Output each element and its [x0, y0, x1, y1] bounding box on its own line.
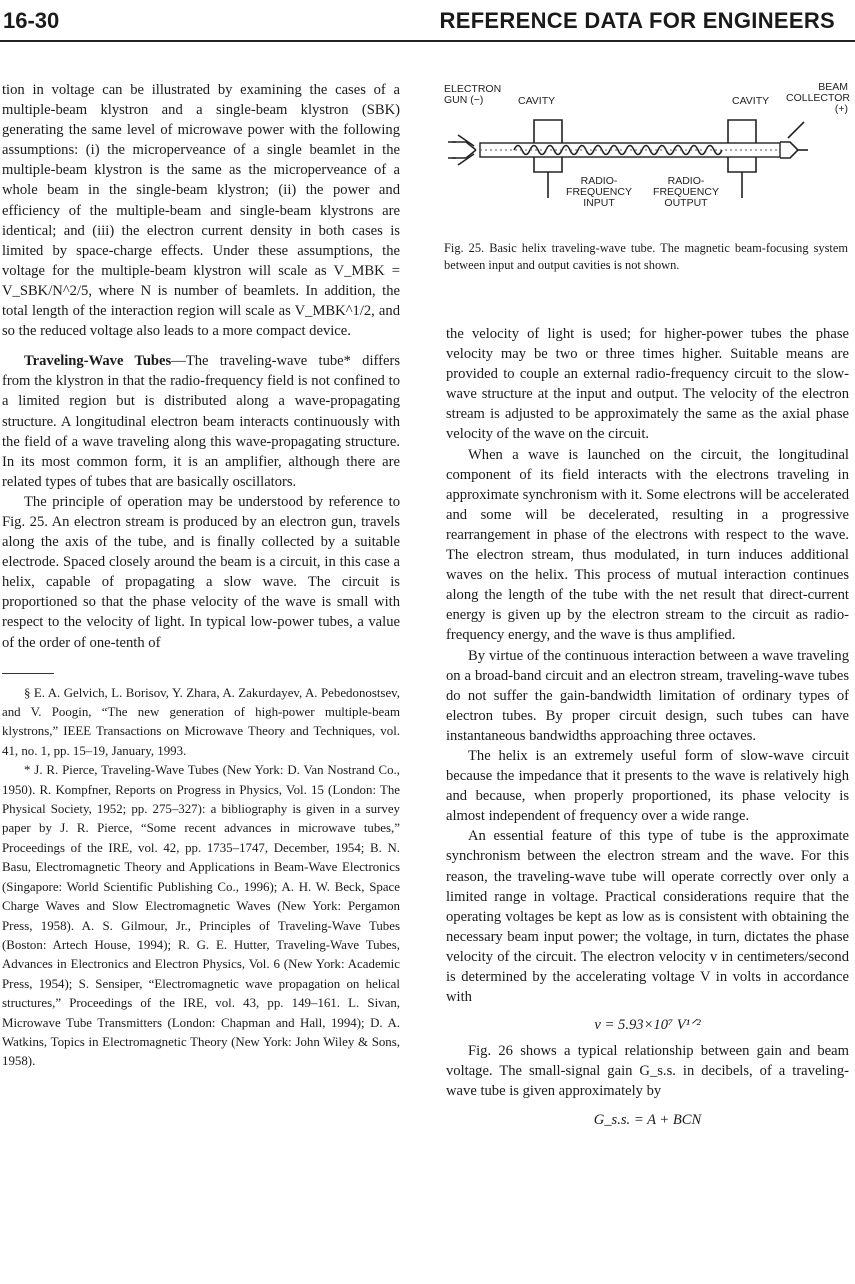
rf-output-label: RADIO-FREQUENCY OUTPUT: [653, 175, 719, 209]
body-paragraph: The principle of operation may be understood by reference to Fig. 25. An electron stream is produced by an electron gun, travels along the axis of the tube, and is finally collected by a suitable electrode. Spaced closely around the beam is a circuit, in this case a helix, capable of propagating a slow wave. The circuit is proportioned so that the phase velocity of the wave is small with respect to the velocity of light. In typical low-power tubes, a value of the order of one-tenth of: [2, 493, 400, 651]
output-cavity-label: CAVITY: [732, 95, 770, 107]
page-header: [0, 4, 855, 42]
figure-caption: Fig. 25. Basic helix traveling-wave tube. The magnetic beam-focusing system between input and output cavities is not shown.: [444, 241, 848, 272]
footnote-rule: [2, 673, 54, 674]
footnote: § E. A. Gelvich, L. Borisov, Y. Zhara, A. Zakurdayev, A. Pebedonostsev, and V. Poogin, “The new generation of high-power multiple-beam klystrons,” IEEE Transactions on Microwave Theory and Techniques, vol. 41, no. 1, pp. 15–19, January, 1993.: [2, 685, 400, 758]
figure-25: [444, 80, 850, 292]
footnote: * J. R. Pierce, Traveling-Wave Tubes (New York: D. Van Nostrand Co., 1950). R. Kompfner, Reports on Progress in Physics, Vol. 15 (London: The Physical Society, 1952; pp. 275–327): a bibliography is given in a survey paper by J. R. Pierce, “Some recent advances in microwave tubes,” Proceedings of the IRE, vol. 42, pp. 1735–1747, December, 1954; B. N. Basu, Electromagnetic Theory and Applications in Beam-Wave Electronics (Singapore: World Scientific Publishing Co., 1996); A. H. W. Beck, Space Charge Waves and Slow Electromagnetic Waves (New York: Pergamon Press, 1958). A. S. Gilmour, Jr., Principles of Traveling-Wave Tubes (Boston: Artech House, 1994); R. G. E. Hutter, Traveling-Wave Tubes, Advances in Electronics and Electron Physics, Vol. 6 (New York: Academic Press, 1954); S. Sensiper, “Electromagnetic wave propagation on helical structures,” Proceedings of the IRE, vol. 43, pp. 149–161. L. Sivan, Microwave Tube Transmitters (London: Chapman and Hall, 1994); D. A. Watkins, Topics in Electromagnetic Theory (New York: John Wiley & Sons, 1958).: [2, 763, 400, 1069]
page-number: 16-30: [3, 8, 60, 33]
beam-collector-label: BEAM COLLECTOR (+): [786, 81, 850, 115]
left-column: [2, 80, 400, 1072]
input-cavity-shape: [534, 120, 562, 198]
running-title: REFERENCE DATA FOR ENGINEERS: [439, 8, 835, 33]
section-text: —The traveling-wave tube* differs from the klystron in that the radio-frequency field is not confined to a limited region but is distributed along a wave-propagating structure. A longitudinal electron beam interacts continuously with the field of a wave traveling along this wave-propagating structure. In its most common form, it is an amplifier, although there are related types of tubes that are basically oscillators.: [2, 353, 401, 490]
body-paragraph: tion in voltage can be illustrated by examining the cases of a multiple-beam klystron and a single-beam klystron (SBK) generating the same level of microwave power with the following assumptions: (i) the microperveance of a single beamlet in the multiple-beam klystron is the same as the microperveance of a whole beam in the single-beam klystron; (ii) the power and efficiency of the multiple-beam and single-beam klystrons are identical; and (iii) the electron current density in both cases is limited by space-charge effects. Under these assumptions, the voltage for the multiple-beam klystron will scale as V_MBK = V_SBK/N^2/5, where N is number of beamlets. In addition, the total length of the interaction region will scale as V_MBK^1/2, and so the reduced voltage also leads to a more compact device.: [2, 82, 400, 340]
body-paragraph: the velocity of light is used; for higher-power tubes the phase velocity may be two or three times higher. Suitable means are provided to couple an external radio-frequency circuit to the slow-wave structure at the input and output. The velocity of the electron stream is adjusted to be approximately the same as the axial phase velocity of the wave on the circuit.: [446, 326, 849, 443]
body-paragraph: By virtue of the continuous interaction between a wave traveling on a broad-band circuit and an electron stream, traveling-wave tubes do not suffer the gain-bandwidth limitation of ordinary types of electron tubes. By proper circuit design, such tubes can have instantaneous bandwidths approaching three octaves.: [446, 647, 849, 744]
footnotes: [2, 684, 400, 1072]
body-paragraph: [2, 351, 400, 492]
right-column: [446, 324, 849, 1136]
section-heading: Traveling-Wave Tubes: [24, 353, 172, 370]
electron-gun-label: ELECTRON GUN (−): [444, 83, 502, 106]
equation-gain: G_s.s. = A + BCN: [593, 1111, 702, 1128]
electron-gun-shape: [448, 135, 476, 165]
body-paragraph: Fig. 26 shows a typical relationship between gain and beam voltage. The small-signal gain G_s.s. in decibels, of a traveling-wave tube is given approximately by: [446, 1043, 849, 1100]
rf-input-label: RADIO-FREQUENCY INPUT: [566, 175, 632, 209]
output-cavity-shape: [728, 120, 756, 198]
body-paragraph: The helix is an extremely useful form of slow-wave circuit because the impedance that it presents to the wave is relatively high and because, when properly proportioned, its phase velocity is almost independent of frequency over a wide range.: [446, 747, 849, 825]
body-paragraph: When a wave is launched on the circuit, the longitudinal component of its field interacts with the electrons traveling in approximate synchronism with it. Some electrons will be accelerated and some will be decelerated, resulting in a progressive rearrangement in phase of the electrons with respect to the wave. The electron stream, thus modulated, in turn induces additional waves on the helix. This process of mutual interaction continues along the length of the tube with the net result that direct-current energy is given up by the electron stream to the circuit as radio-frequency energy, and the wave is thus amplified.: [446, 446, 849, 644]
equation-velocity: v = 5.93×10⁷ V¹ᐟ²: [594, 1017, 701, 1034]
collector-shape: [780, 122, 808, 158]
body-paragraph: An essential feature of this type of tube is the approximate synchronism between the electron stream and the wave. For this reason, the traveling-wave tube will operate correctly over only a limited range in voltage. Practical considerations require that the operating voltages be kept as low as is consistent with obtaining the necessary beam input power; the voltage, in turn, dictates the phase velocity of the circuit. The electron velocity v in centimeters/second is determined by the accelerating voltage V in volts in accordance with: [446, 828, 849, 1006]
input-cavity-label: CAVITY: [518, 95, 556, 107]
